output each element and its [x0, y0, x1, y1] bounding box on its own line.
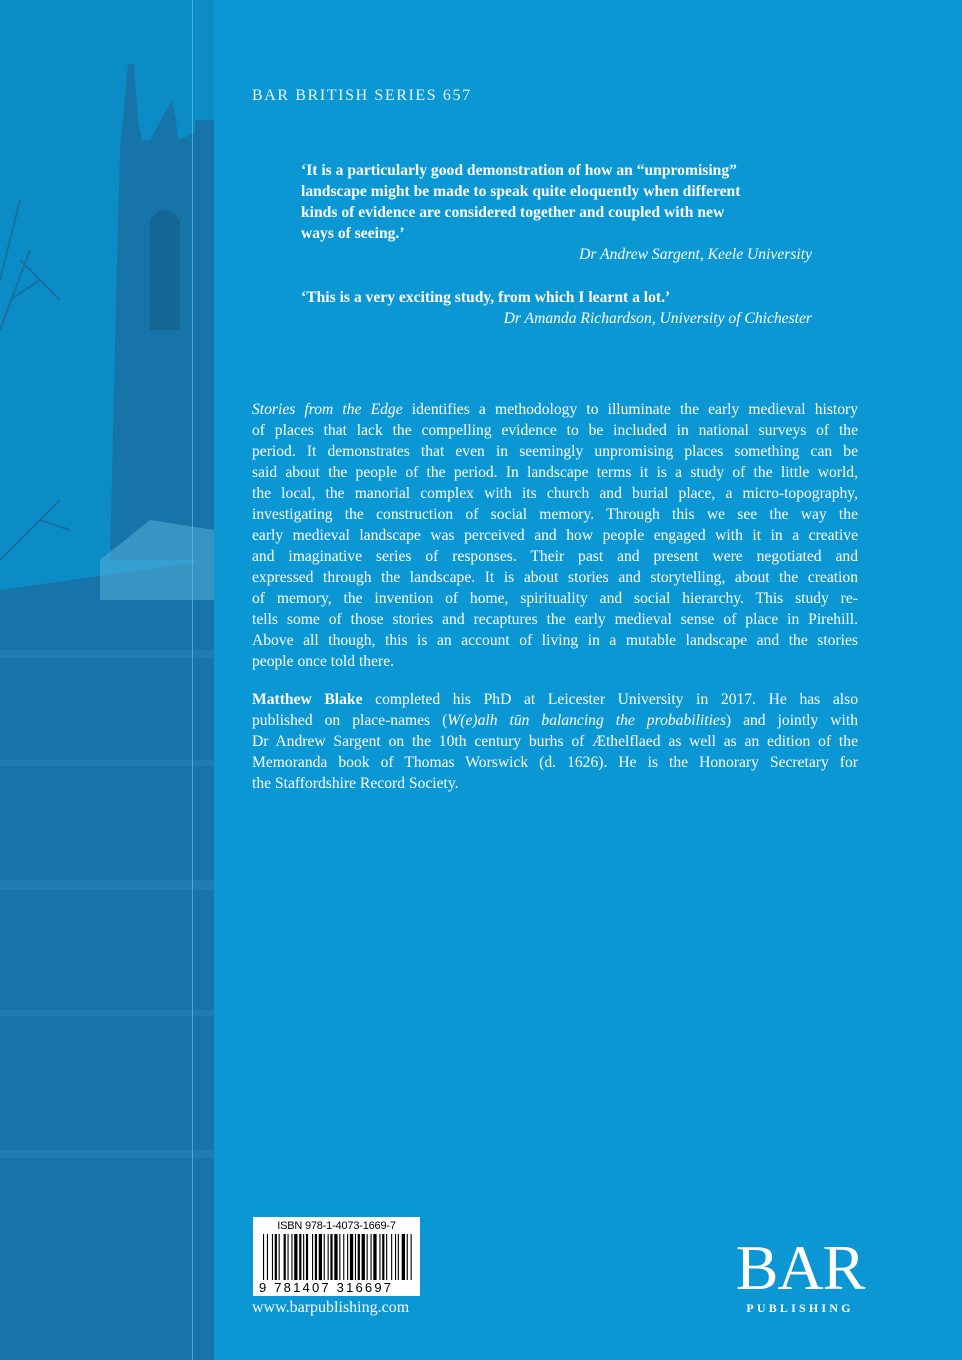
barcode-bar — [339, 1234, 340, 1280]
text-line: and imaginative series of responses. Their past and present were negotiated and — [252, 548, 858, 565]
barcode-bars — [263, 1234, 413, 1280]
quote-attribution: Dr Andrew Sargent, Keele University — [579, 246, 812, 263]
barcode-bar — [371, 1234, 372, 1280]
quote-line: landscape might be made to speak quite eloquently when different — [301, 183, 741, 200]
text-line: the Staffordshire Record Society. — [252, 775, 459, 792]
text-span: published on place-names ( — [252, 712, 448, 729]
barcode-bar — [306, 1234, 308, 1280]
author-bio — [252, 689, 858, 794]
barcode-bar — [284, 1234, 286, 1280]
barcode-bar — [334, 1234, 337, 1280]
text-line: Dr Andrew Sargent on the 10th century burhs of Æthelflaed as well as an edition of the — [252, 733, 858, 750]
barcode-bar — [358, 1234, 360, 1280]
barcode-bar — [319, 1234, 322, 1280]
barcode-bar — [275, 1234, 277, 1280]
barcode-bar — [355, 1234, 356, 1280]
publisher-website[interactable]: www.barpublishing.com — [252, 1299, 410, 1316]
text-span: completed his PhD at Leicester University in 2017. He has also — [362, 691, 858, 708]
text-line: investigating the construction of social memory. Through this we see the way the — [252, 506, 858, 523]
text-line: Memoranda book of Thomas Worswick (d. 1626). He is the Honorary Secretary for — [252, 754, 858, 771]
bar-publishing-logo — [733, 1232, 867, 1316]
barcode-bar — [330, 1234, 332, 1280]
barcode-bar — [391, 1234, 392, 1280]
text-line: period. It demonstrates that even in seemingly unpromising places something can be — [252, 443, 858, 460]
text-line: the local, the manorial complex with its church and burial place, a micro-topography, — [252, 485, 858, 502]
text-line: said about the people of the period. In landscape terms it is a study of the little world, — [252, 464, 858, 481]
series-title: BAR BRITISH SERIES 657 — [252, 87, 472, 104]
cover-photo-church-tower — [0, 0, 214, 1360]
logo-sub: PUBLISHING — [746, 1301, 854, 1315]
barcode-bar — [303, 1234, 304, 1280]
barcode-bar — [312, 1234, 313, 1280]
book-description — [252, 399, 858, 672]
text-line — [252, 399, 858, 420]
barcode-bar — [294, 1234, 297, 1280]
isbn-barcode — [253, 1217, 420, 1296]
barcode-bar — [315, 1234, 317, 1280]
barcode-bar — [288, 1234, 289, 1280]
barcode-bar — [379, 1234, 380, 1280]
barcode-bar — [267, 1234, 268, 1280]
barcode-bar — [367, 1234, 368, 1280]
text-line: people once told there. — [252, 653, 395, 670]
barcode-bar — [324, 1234, 325, 1280]
barcode-bar — [279, 1234, 280, 1280]
quote-line: ways of seeing.’ — [301, 225, 405, 242]
barcode-bar — [343, 1234, 344, 1280]
text-line: of memory, the invention of home, spirituality and social hierarchy. This study re- — [252, 590, 858, 607]
barcode-bar — [263, 1234, 264, 1280]
text-line: tells some of those stories and recaptures the early medieval sense of place in Pirehill. — [252, 611, 858, 628]
quote-line: ‘It is a particularly good demonstration of how an “unpromising” — [301, 162, 737, 179]
barcode-bar — [291, 1234, 292, 1280]
text-line: early medieval landscape was perceived and how people engaged with it in a creative — [252, 527, 858, 544]
barcode-bar — [407, 1234, 408, 1280]
barcode-bar — [398, 1234, 399, 1280]
text-span: ) and jointly with — [725, 712, 858, 729]
barcode-bar — [350, 1234, 353, 1280]
publication-title: W(e)alh tūn balancing the probabilities — [447, 712, 726, 729]
barcode-bar — [382, 1234, 384, 1280]
text-line — [252, 689, 858, 710]
logo-main: BAR — [735, 1232, 865, 1303]
quote-attribution: Dr Amanda Richardson, University of Chichester — [503, 310, 812, 327]
text-span: identifies a methodology to illuminate the early medieval history — [402, 401, 859, 418]
endorsement-quote — [301, 287, 812, 329]
text-line: of places that lack the compelling evidence to be included in national surveys of the — [252, 422, 858, 439]
author-name: Matthew Blake — [252, 691, 363, 708]
barcode-bar — [373, 1234, 376, 1280]
barcode-bar — [272, 1234, 273, 1280]
barcode-bar — [402, 1234, 405, 1280]
text-line: expressed through the landscape. It is about stories and storytelling, about the creation — [252, 569, 858, 586]
text-line — [252, 710, 858, 731]
endorsements — [301, 160, 812, 329]
barcode-bar — [299, 1234, 301, 1280]
text-line: Above all though, this is an account of living in a mutable landscape and the stories — [252, 632, 858, 649]
barcode-bar — [362, 1234, 365, 1280]
endorsement-quote — [301, 160, 812, 265]
quote-line: kinds of evidence are considered together and coupled with new — [301, 204, 725, 221]
book-title: Stories from the Edge — [252, 401, 403, 418]
barcode-digits: 9 781407 316697 — [259, 1280, 394, 1295]
barcode-bar — [328, 1234, 329, 1280]
isbn-text: ISBN 978-1-4073-1669-7 — [277, 1220, 396, 1232]
barcode-bar — [411, 1234, 412, 1280]
barcode-bar — [347, 1234, 348, 1280]
quote-line: ‘This is a very exciting study, from which I learnt a lot.’ — [301, 289, 671, 306]
barcode-bar — [386, 1234, 387, 1280]
barcode-bar — [395, 1234, 396, 1280]
